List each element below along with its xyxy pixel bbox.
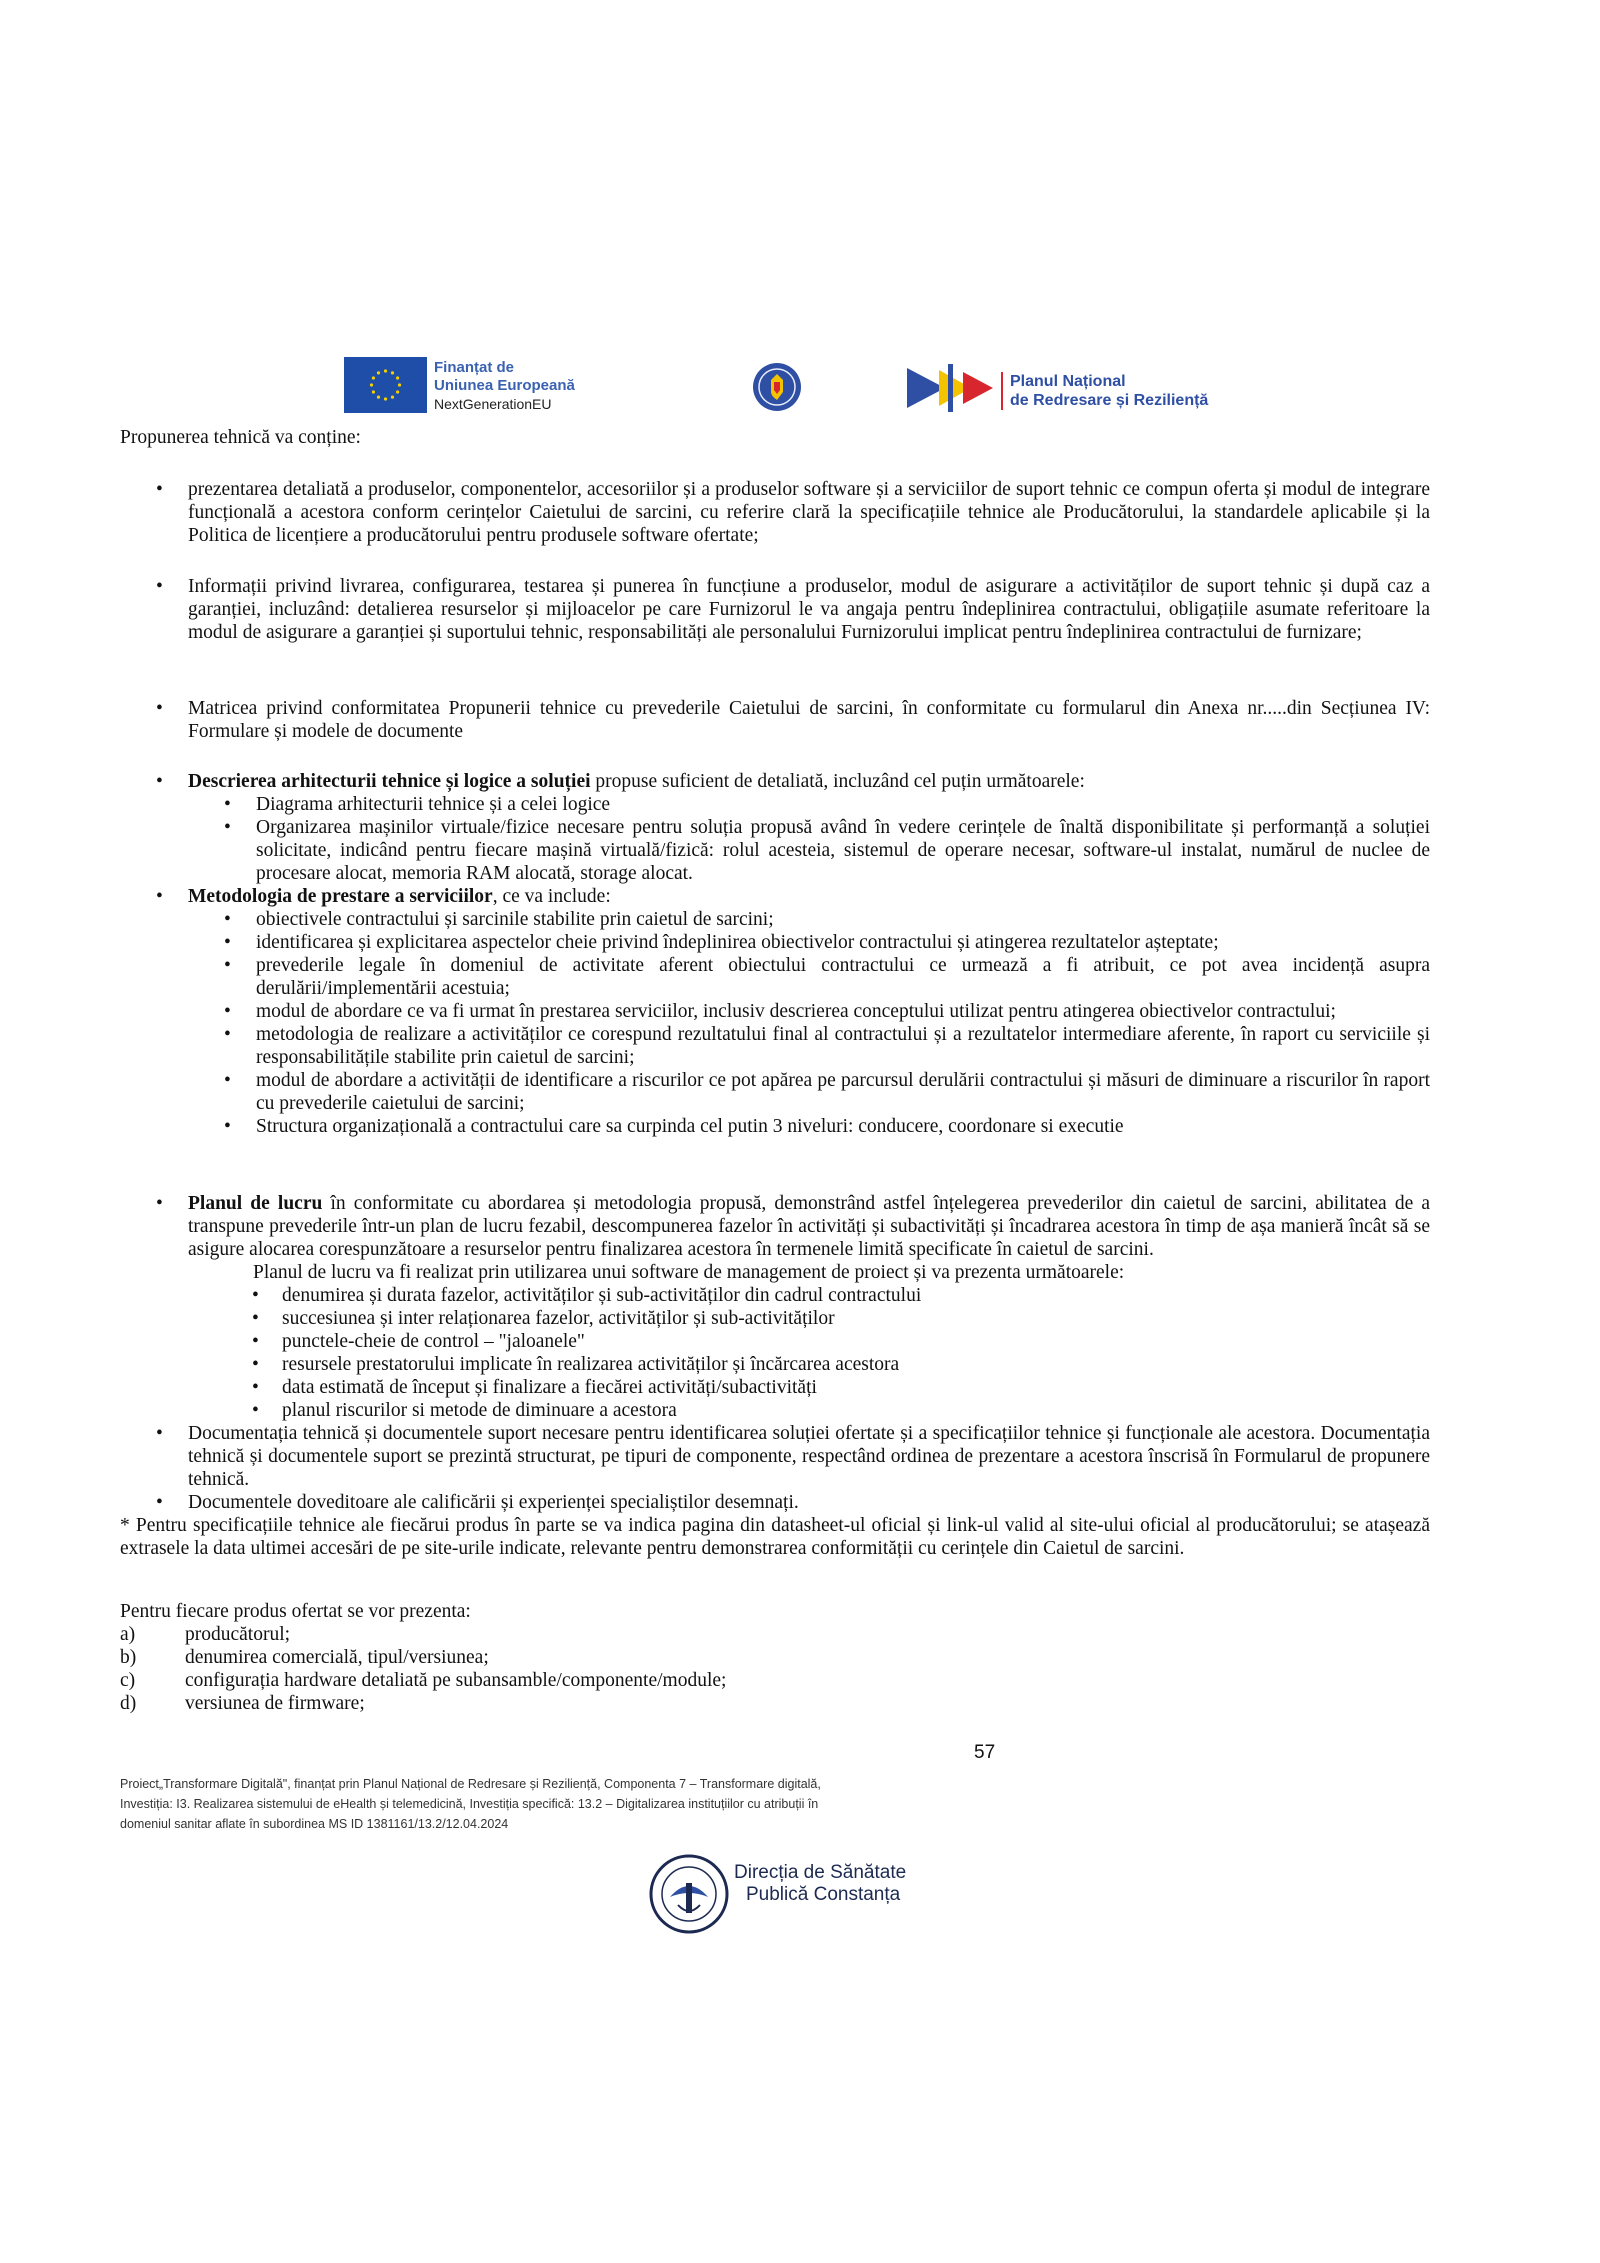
sub-item: identificarea și explicitarea aspectelor cheie privind îndeplinirea obiectivelor contractului și atingerea rezultatelor așteptate; bbox=[256, 932, 1219, 953]
list-item: denumirea comercială, tipul/versiunea; bbox=[185, 1647, 489, 1668]
footer-line: domeniul sanitar aflate în subordinea MS ID 1381161/13.2/12.04.2024 bbox=[120, 1817, 509, 1831]
sub-item: Organizarea mașinilor virtuale/fizice necesare pentru soluția propusă având în vedere cerințele de înaltă disponibilitate și performanță a soluției solicitate, indicând pentru fiecare mașină virtuală/fizică: rolul acesteia, sistemul de operare necesar, software-ul instalat, numărul de nuclee de procesare alocat, memoria RAM alocată, storage alocat. bbox=[256, 817, 1430, 884]
sub-item: Structura organizațională a contractului care sa curpinda cel putin 3 niveluri: conducere, coordonare si executie bbox=[256, 1116, 1124, 1137]
eu-funded-line2: Uniunea Europeană bbox=[434, 377, 575, 394]
intro-text: Propunerea tehnică va conține: bbox=[120, 427, 361, 448]
bullet-conformity-matrix: • Matricea privind conformitatea Propunerii tehnice cu prevederile Caietului de sarcini, în conformitate cu formularul din Anexa nr.....din Secțiunea IV: Formulare și modele de documente bbox=[156, 698, 1430, 742]
bullet-text: în conformitate cu abordarea și metodologia propusă, demonstrând astfel înțelegerea prevederilor din caietul de sarcini, abilitatea de a transpune prevederile într-un plan de lucru fezabil, descompunerea fazelor în activități și subactivități și încadrarea acestora în timp de așa manieră încât să se asigure alocarea corespunzătoare a resurselor pentru finalizarea acestora în termenele limită specificate în caietul de sarcini. bbox=[188, 1193, 1430, 1260]
list-item: versiunea de firmware; bbox=[185, 1693, 365, 1714]
sub-item: prevederile legale în domeniul de activitate aferent obiectului contractului ce urmează a fi atribuit, ce pot avea incidență asupra derulării/implementării acestuia; bbox=[256, 955, 1430, 999]
sub-item: obiectivele contractului și sarcinile stabilite prin caietul de sarcini; bbox=[256, 909, 774, 930]
bullet-bold: Metodologia de prestare a serviciilor bbox=[188, 886, 493, 907]
eu-flag-icon bbox=[344, 357, 427, 413]
pnrr-title-line2: de Redresare și Reziliență bbox=[1010, 392, 1209, 409]
bullet-work-plan: • Planul de lucru în conformitate cu abordarea și metodologia propusă, demonstrând astfel înțelegerea prevederilor din caietul de sarcini, abilitatea de a transpune prevederile într-un plan de lucru fezabil, descompunerea fazelor în activități și subactivități și încadrarea acestora în timp de așa manieră încât să se asigure alocarea corespunzătoare a resurselor pentru finalizarea acestora în termenele limită specificate în caietul de sarcini. Planul de lucru va fi realizat prin utilizarea unui software de management de proiect și va prezenta următoarele: • denumirea și durata fazelor, activităților și sub-activităților din cadrul contractului • succesiunea și inter relaționarea fazelor, activităților și sub-activităților • punctele-cheie de control – "jaloanele" • resursele prestatorului implicate în realizarea activităților și încărcarea acestora • data estimată de început și finalizare a fiecărei activități/subactivități • planul riscurilor si metode de diminuare a acestora • Documentația tehnică și documentele suport necesare pentru identificarea soluției ofertate și a specificațiilor tehnice și funcționale ale acestora. Documentația tehnică și documentele suport se prezintă structurat, pe tipuri de componente, respectând ordinea de prezentare a acestora înscrisă în Formularul de propunere tehnică. • Documentele doveditoare ale calificării și experienței specialiștilor desemnați. * Pentru specificațiile tehnice ale fiecărui produs în parte se va indica pagina din datasheet-ul oficial și link-ul valid al site-ului oficial al producătorului; se atașează extrasele la data ultimei accesări de pe site-urile indicate, relevante pentru demonstrarea conformității cu cerințele din Caietul de sarcini. bbox=[120, 1193, 1430, 1559]
eu-funded-line1: Finanțat de bbox=[434, 359, 515, 376]
eu-funded-line3: NextGenerationEU bbox=[434, 396, 552, 412]
sub-item: Diagrama arhitecturii tehnice și a celei logice bbox=[256, 794, 611, 815]
bullet-architecture: • Descrierea arhitecturii tehnice și logice a soluției propuse suficient de detaliată, incluzând cel puțin următoarele: • Diagrama arhitecturii tehnice și a celei logice • Organizarea mașinilor virtuale/fizice necesare pentru soluția propusă având în vedere cerințele de înaltă disponibilitate și performanță a soluției solicitate, indicând pentru fiecare mașină virtuală/fizică: rolul acesteia, sistemul de operare necesar, software-ul instalat, numărul de nuclee de procesare alocat, memoria RAM alocată, storage alocat. • Metodologia de prestare a serviciilor, ce va include: • obiectivele contractului și sarcinile stabilite prin caietul de sarcini; • identificarea și explicitarea aspectelor cheie privind îndeplinirea obiectivelor contractului și atingerea rezultatelor așteptate; • prevederile legale în domeniul de activitate aferent obiectului contractului ce urmează a fi atribuit, ce pot avea incidență asupra derulării/implementării acestuia; • modul de abordare ce va fi urmat în prestarea serviciilor, inclusiv descrierea conceptului utilizat pentru atingerea obiectivelor contractului; • metodologia de realizare a activităților ce corespund rezultatului final al contractului și a rezultatelor intermediare aferente, în raport cu serviciile și responsabilitățile stabilite prin caietul de sarcini; • modul de abordare a activității de identificare a riscurilor ce pot apărea pe parcursul derulării contractului și măsuri de diminuare a riscurilor în raport cu prevederile caietului de sarcini; • Structura organizațională a contractului care sa curpinda cel putin 3 niveluri: conducere, coordonare si executie bbox=[156, 771, 1430, 1137]
list-label: d) bbox=[120, 1693, 137, 1714]
plan-intro: Planul de lucru va fi realizat prin utilizarea unui software de management de proiect și va prezenta următoarele: bbox=[253, 1262, 1125, 1283]
bullet-bold: Descrierea arhitecturii tehnice și logice a soluției bbox=[188, 771, 591, 792]
bullet-text: Informații privind livrarea, configurarea, testarea și punerea în funcțiune a produselor, modul de asigurare a activităților de suport tehnic și după caz a garanției, incluzând: detalierea resurselor și mijloacelor pe care Furnizorul le va angaja pentru îndeplinirea contractului, obligațiile asumate referitoare la modul de asigurare a garanției și suportului tehnic, responsabilități ale personalului Furnizorului implicat pentru îndeplinirea contractului de furnizare; bbox=[188, 576, 1430, 643]
list-label: b) bbox=[120, 1647, 137, 1668]
footer-project-info bbox=[120, 1774, 821, 1834]
footer-line: Proiect„Transformare Digitală", finanțat prin Planul Național de Redresare și Reziliență, Componenta 7 – Transformare digitală, bbox=[120, 1777, 821, 1791]
sub-item: modul de abordare a activității de identificare a riscurilor ce pot apărea pe parcursul derulării contractului și măsuri de diminuare a riscurilor în raport cu prevederile caietului de sarcini; bbox=[256, 1070, 1430, 1114]
list-label: c) bbox=[120, 1670, 136, 1691]
dsp-name-line1: Direcția de Sănătate bbox=[734, 1862, 907, 1883]
sub-item: metodologia de realizare a activităților ce corespund rezultatului final al contractului și a rezultatelor intermediare aferente, în raport cu serviciile și responsabilitățile stabilite prin caietul de sarcini; bbox=[256, 1024, 1430, 1068]
bullet-text: , ce va include: bbox=[492, 886, 611, 907]
page-number: 57 bbox=[974, 1742, 996, 1763]
sub-item: succesiunea și inter relaționarea fazelor, activităților și sub-activităților bbox=[282, 1308, 835, 1329]
footer-line: Investiția: I3. Realizarea sistemului de eHealth și telemedicină, Investiția specifică: 13.2 – Digitalizarea instituțiilor cu atribuții în bbox=[120, 1797, 819, 1811]
sub-item: resursele prestatorului implicate în realizarea activităților și încărcarea acestora bbox=[282, 1354, 900, 1375]
dsp-seal-icon bbox=[648, 1853, 730, 1935]
bullet-bold: Planul de lucru bbox=[188, 1193, 323, 1214]
pnrr-logo-icon bbox=[905, 362, 1000, 414]
bullet-product-presentation: • prezentarea detaliată a produselor, componentelor, accesoriilor și a produselor software și a serviciilor de suport tehnic ce compun oferta și modul de integrare funcțională a acestora conform cerințelor Caietului de sarcini, cu referire clară la specificațiile tehnice ale Producătorului, la standardele aplicabile și la Politica de licențiere a producătorului pentru produsele software ofertate; bbox=[156, 479, 1430, 546]
product-intro: Pentru fiecare produs ofertat se vor prezenta: bbox=[120, 1601, 471, 1622]
sub-item: denumirea și durata fazelor, activităților și sub-activităților din cadrul contractului bbox=[282, 1285, 922, 1306]
sub-item: punctele-cheie de control – "jaloanele" bbox=[282, 1331, 585, 1352]
bullet-text: Matricea privind conformitatea Propunerii tehnice cu prevederile Caietului de sarcini, în conformitate cu formularul din Anexa nr.....din Secțiunea IV: Formulare și modele de documente bbox=[188, 698, 1430, 742]
dsp-name-line2: Publică Constanța bbox=[746, 1884, 901, 1905]
bullet-text: propuse suficient de detaliată, incluzând cel puțin următoarele: bbox=[590, 771, 1085, 792]
list-label: a) bbox=[120, 1624, 136, 1645]
bullet-text: prezentarea detaliată a produselor, componentelor, accesoriilor și a produselor software și a serviciilor de suport tehnic ce compun oferta și modul de integrare funcțională a acestora conform cerințelor Caietului de sarcini, cu referire clară la specificațiile tehnice ale Producătorului, la standardele aplicabile și la Politica de licențiere a producătorului pentru produsele software ofertate; bbox=[188, 479, 1430, 546]
footnote: * Pentru specificațiile tehnice ale fiecărui produs în parte se va indica pagina din datasheet-ul oficial și link-ul valid al site-ului oficial al producătorului; se atașează extrasele la data ultimei accesări de pe site-urile indicate, relevante pentru demonstrarea conformității cu cerințele din Caietul de sarcini. bbox=[120, 1515, 1430, 1559]
list-item: configurația hardware detaliată pe subansamble/componente/module; bbox=[185, 1670, 727, 1691]
bullet-text: Documentația tehnică și documentele suport necesare pentru identificarea soluției ofertate și a specificațiilor tehnice și funcționale ale acestora. Documentația tehnică și documentele suport se prezintă structurat, pe tipuri de componente, respectând ordinea de prezentare a acestora înscrisă în Formularul de propunere tehnică. bbox=[188, 1423, 1430, 1490]
pnrr-title-line1: Planul Național bbox=[1010, 373, 1126, 390]
product-list bbox=[120, 1600, 1430, 1715]
sub-item: planul riscurilor si metode de diminuare a acestora bbox=[282, 1400, 677, 1421]
sub-item: modul de abordare ce va fi urmat în prestarea serviciilor, inclusiv descrierea conceptului utilizat pentru atingerea obiectivelor contractului; bbox=[256, 1001, 1336, 1022]
bullet-delivery-info: • Informații privind livrarea, configurarea, testarea și punerea în funcțiune a produselor, modul de asigurare a activităților de suport tehnic și după caz a garanției, incluzând: detalierea resurselor și mijloacelor pe care Furnizorul le va angaja pentru îndeplinirea contractului, obligațiile asumate referitoare la modul de asigurare a garanției și suportului tehnic, responsabilități ale personalului Furnizorului implicat pentru îndeplinirea contractului de furnizare; bbox=[156, 576, 1430, 643]
list-item: producătorul; bbox=[185, 1624, 291, 1645]
sub-item: data estimată de început și finalizare a fiecărei activități/subactivități bbox=[282, 1377, 817, 1398]
bullet-text: Documentele doveditoare ale calificării și experienței specialiștilor desemnați. bbox=[188, 1492, 799, 1513]
romania-coat-of-arms-icon bbox=[752, 362, 802, 412]
